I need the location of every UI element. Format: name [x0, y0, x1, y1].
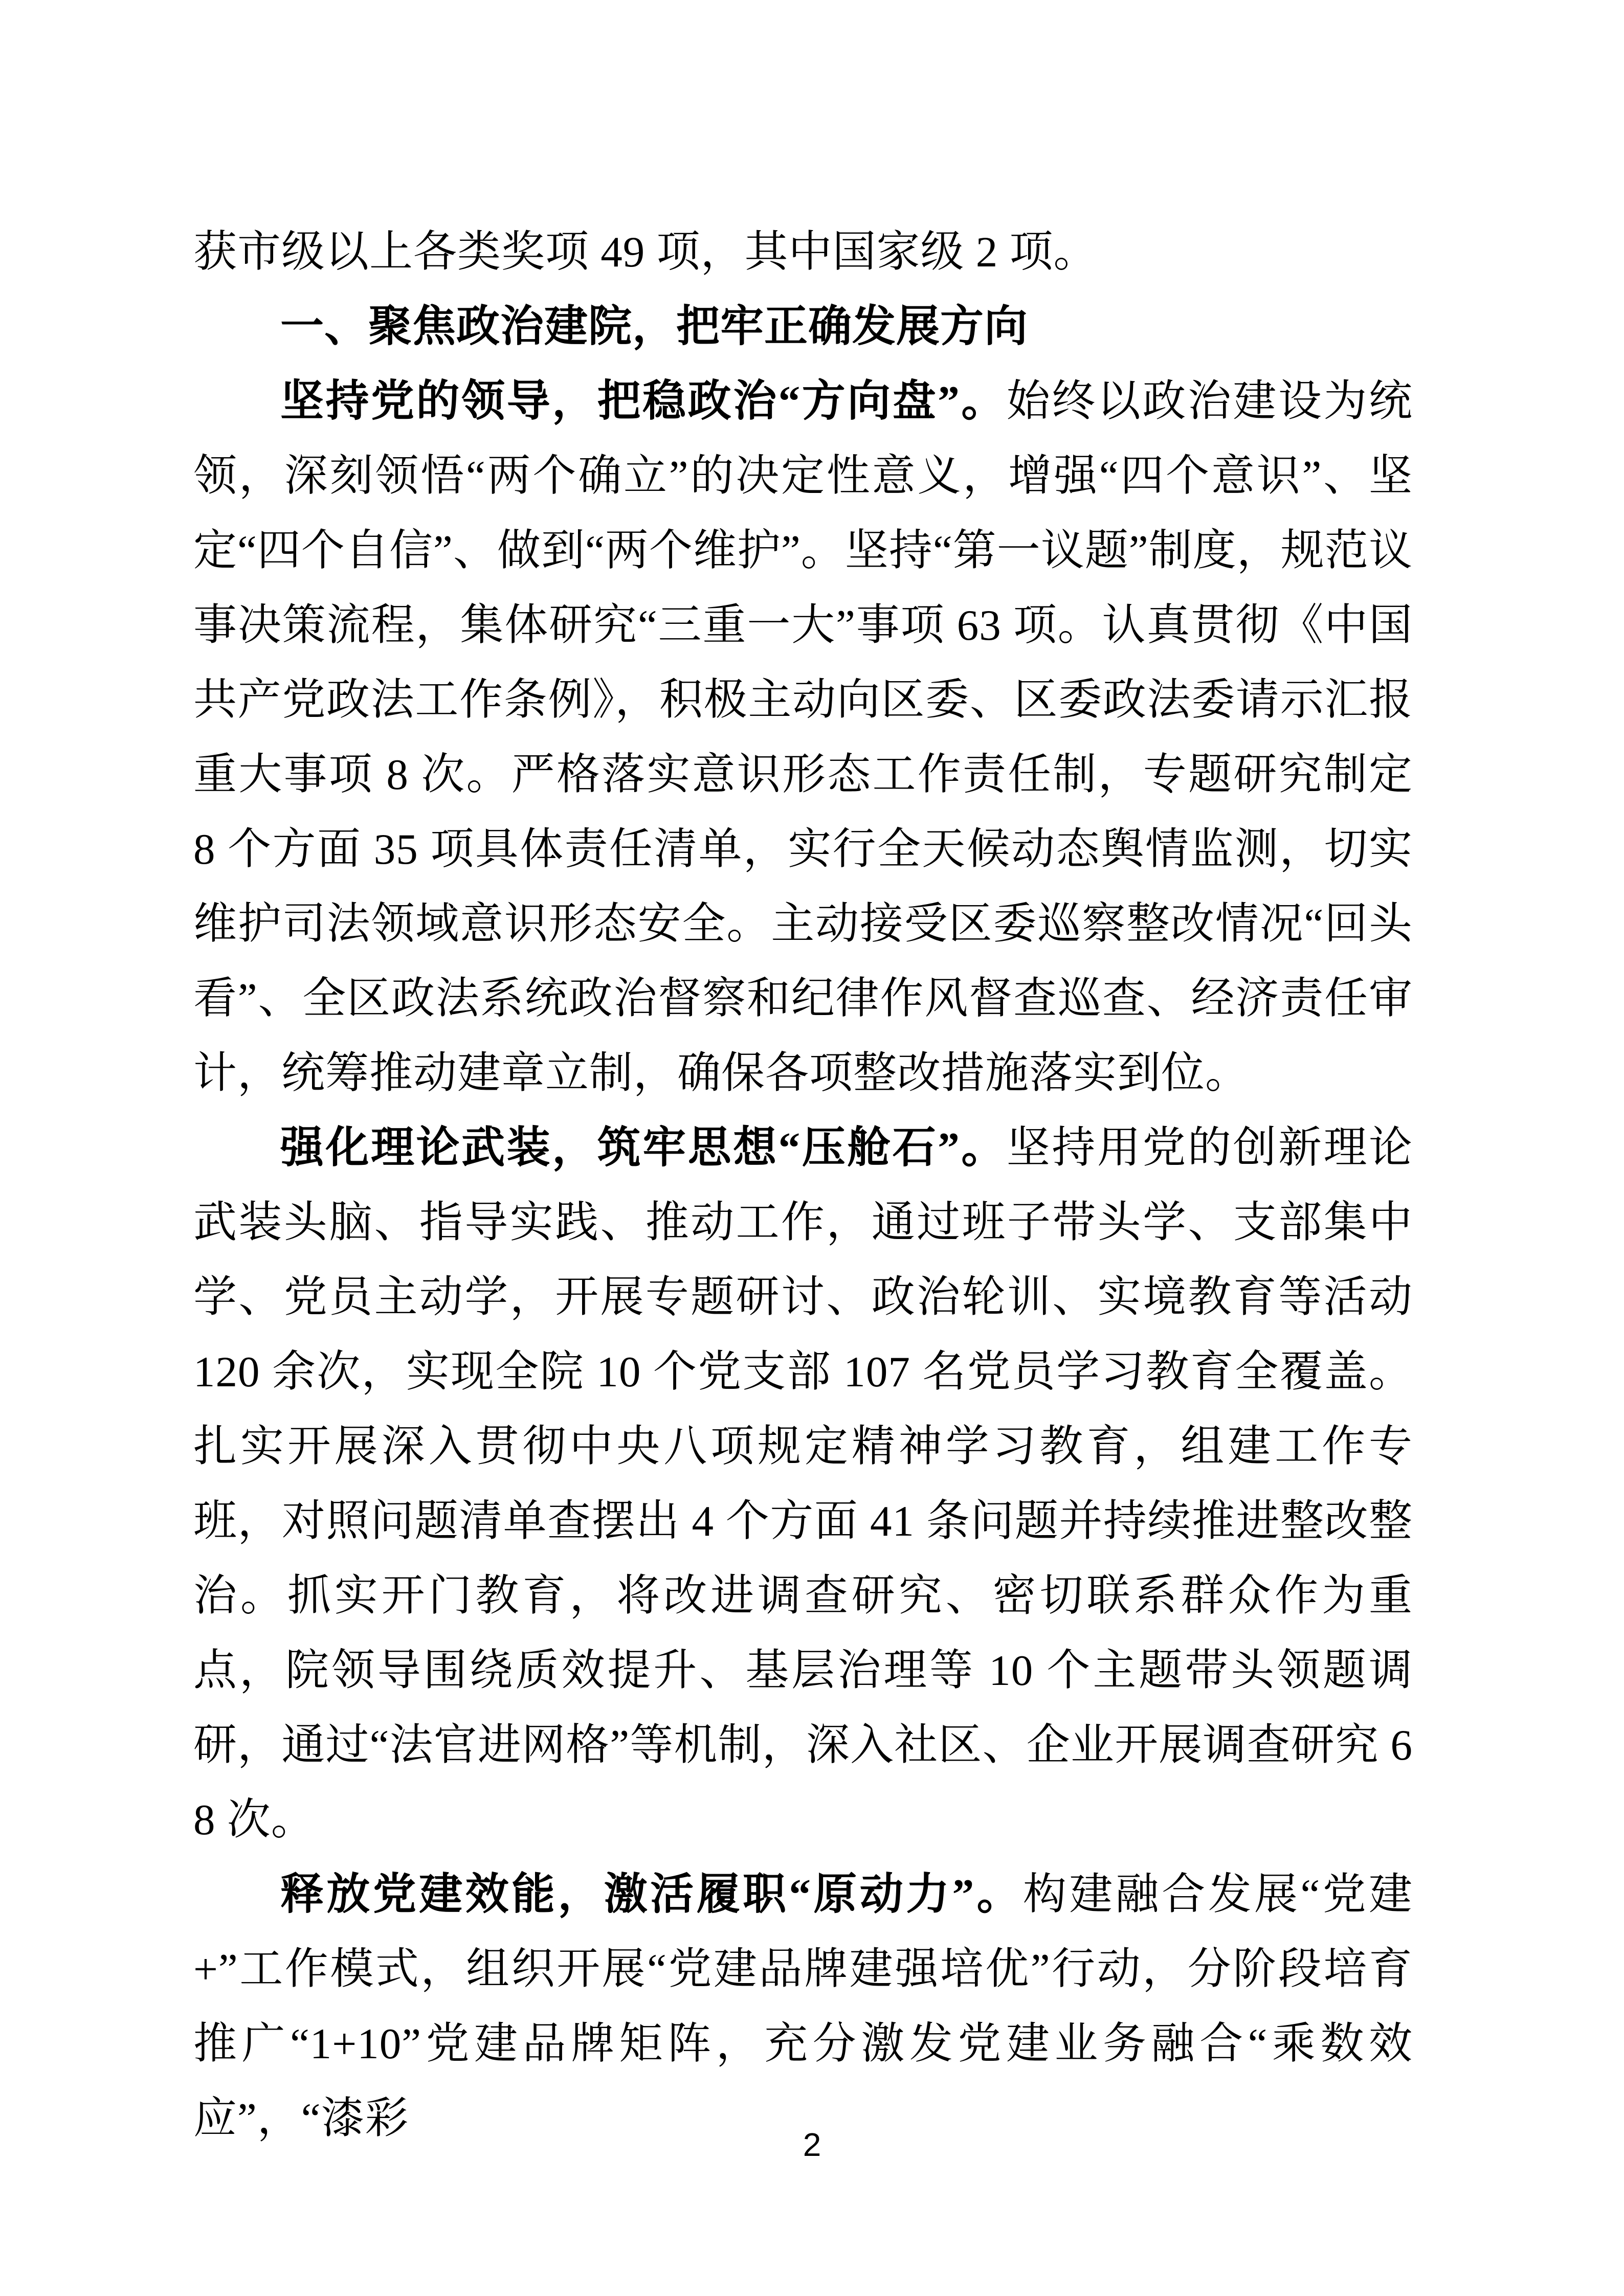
paragraph-body-text: 坚持用党的创新理论武装头脑、指导实践、推动工作，通过班子带头学、支部集中学、党员主动学，开展专题研讨、政治轮训、实境教育等活动 120 余次，实现全院 10 个党支部 107 名党员学习教育全覆盖。扎实开展深入贯彻中央八项规定精神学习教育，组建工作专班，对照问题清单查摆出 4 个方面 41 条问题并持续推进整改整治。抓实开门教育，将改进调查研究、密切联系群众作为重点，院领导围绕质效提升、基层治理等 10 个主题带头领题调研，通过“法官进网格”等机制，深入社区、企业开展调查研究 68 次。 [193, 1124, 1413, 1844]
section-heading: 一、聚焦政治建院，把牢正确发展方向 [280, 302, 1029, 351]
paragraph-continuation: 获市级以上各类奖项 49 项，其中国家级 2 项。 [193, 228, 1098, 276]
paragraph-body-text: 构建融合发展“党建+”工作模式，组织开展“党建品牌建强培优”行动，分阶段培育推广“1+10”党建品牌矩阵，充分激发党建业务融合“乘数效应”，“漆彩 [193, 1871, 1413, 2143]
paragraph-lead-sentence: 坚持党的领导，把稳政治“方向盘”。 [280, 377, 1007, 425]
paragraph-party-building [193, 1857, 1413, 2156]
paragraph-lead-sentence: 强化理论武装，筑牢思想“压舱石”。 [280, 1124, 1007, 1172]
page-number: 2 [803, 2126, 821, 2163]
paragraph-lead-sentence: 释放党建效能，激活履职“原动力”。 [280, 1871, 1023, 1919]
paragraph-political-construction [193, 364, 1413, 1111]
paragraph-body-text: 始终以政治建设为统领，深刻领悟“两个确立”的决定性意义，增强“四个意识”、坚定“四个自信”、做到“两个维护”。坚持“第一议题”制度，规范议事决策流程，集体研究“三重一大”事项 63 项。认真贯彻《中国共产党政法工作条例》，积极主动向区委、区委政法委请示汇报重大事项 8 次。严格落实意识形态工作责任制，专题研究制定 8 个方面 35 项具体责任清单，实行全天候动态舆情监测，切实维护司法领域意识形态安全。主动接受区委巡察整改情况“回头看”、全区政法系统政治督察和纪律作风督查巡查、经济责任审计，统筹推动建章立制，确保各项整改措施落实到位。 [193, 377, 1413, 1097]
paragraph-theory-arming [193, 1111, 1413, 1857]
document-body [193, 215, 1413, 2156]
